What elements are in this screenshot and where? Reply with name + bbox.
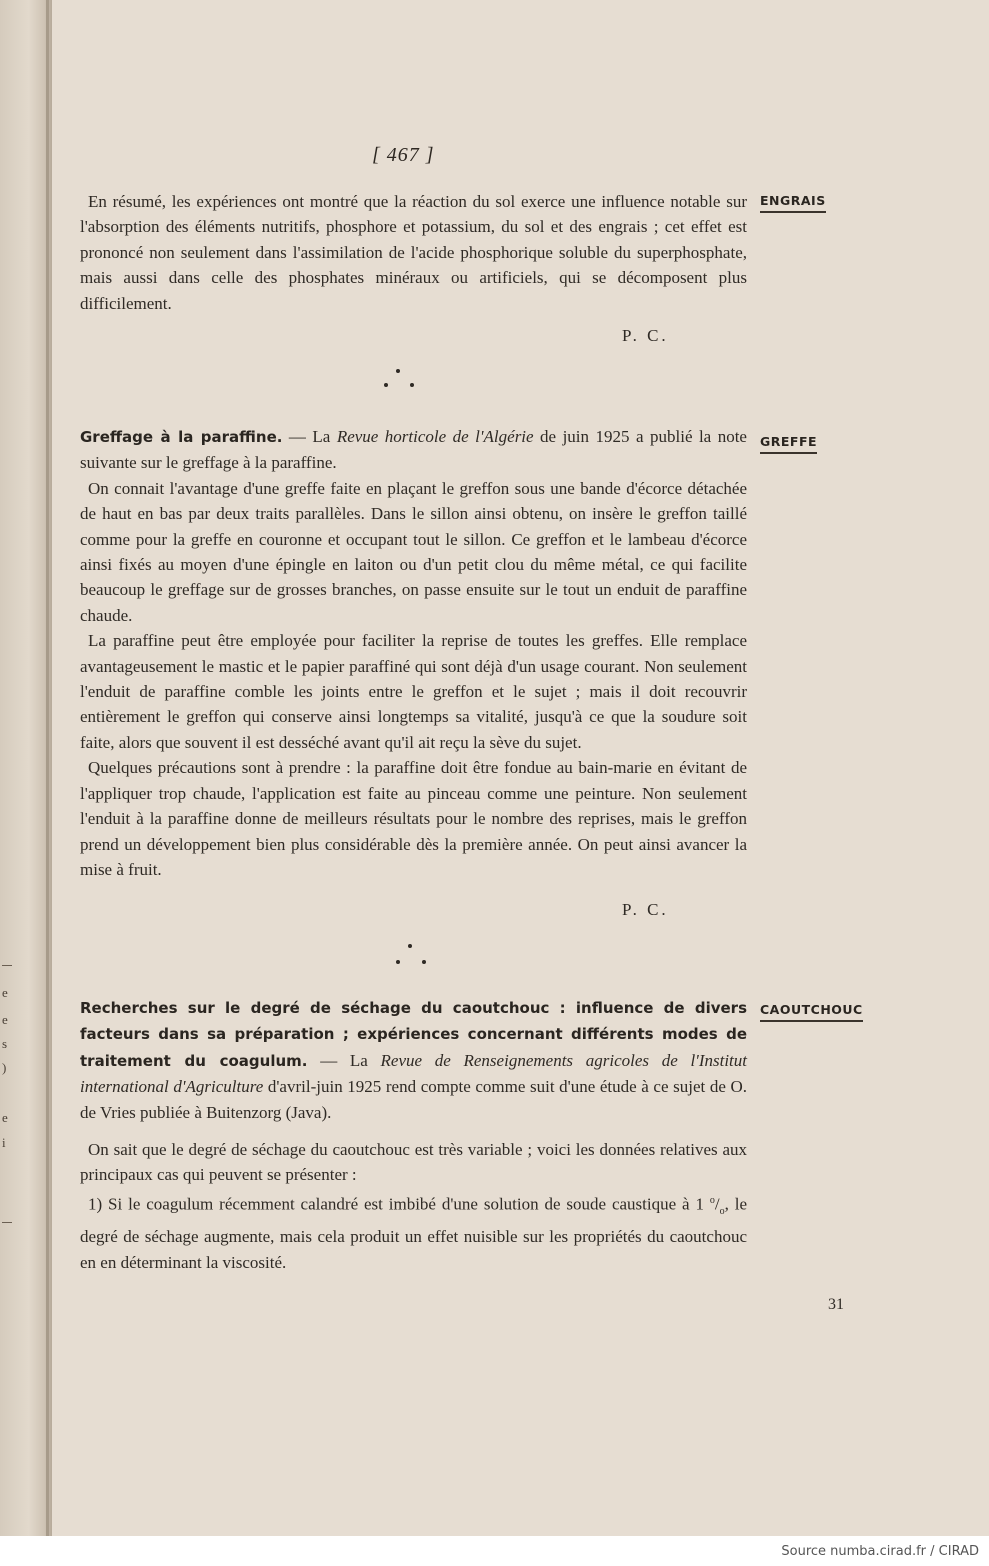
source-journal: Revue horticole de l'Algérie (336, 427, 534, 446)
spine-edge (46, 0, 49, 1536)
margin-label-rule (760, 452, 817, 454)
page-number-top: [ 467 ] (372, 144, 435, 166)
gutter-mark: e (2, 1110, 8, 1125)
gutter-mark: s (2, 1036, 8, 1051)
gutter-mark: e (2, 985, 8, 1000)
asterism-separator (392, 940, 432, 970)
paragraph: On connait l'avantage d'une greffe faite en plaçant le greffon sous une bande d'écorce détachée de haut en bas par deux traits parallèles. Dans le sillon ainsi obtenu, on insère le greffon taillé comme pour la greffe en couronne et occupant tout le sillon. Ce greffon et le lambeau d'écorce ainsi fixés au moyen d'une épingle en laiton ou d'un petit clou du même métal, ce qui facilite beaucoup le greffage sur de grosses branches, on passe ensuite sur le tout un enduit de paraffine chaude. (80, 478, 747, 625)
paragraph: La paraffine peut être employée pour faciliter la reprise de toutes les greffes. Elle remplace avantageusement le mastic et le papier paraffiné qui sont déjà d'un usage courant. Non seulement l'enduit de paraffine comble les joints entre le greffon et le sujet ; mais il doit recouvrir entièrement le greffon qui conserve ainsi longtemps sa vitalité, jusqu'à ce que la soudure soit faite, alors que souvent il est desséché avant qu'il ait reçu la sève du sujet. (80, 631, 747, 752)
paragraph: On sait que le degré de séchage du caoutchouc est très variable ; voici les données relatives aux principaux cas qui peuvent se présenter : (80, 1140, 747, 1185)
section-intro (80, 424, 747, 476)
source-credit: Source numba.cirad.fr / CIRAD (781, 1544, 979, 1559)
section-title: Recherches sur le degré de séchage du caoutchouc : influence de divers facteurs dans sa préparation ; expériences concernant différents modes de traitement du coagulum. (80, 999, 747, 1070)
gutter-line (2, 965, 12, 966)
margin-label-text: CAOUTCHOUC (760, 1002, 863, 1017)
intro-text: de juin 1925 a publié la note suivante sur le greffage à la paraffine. (80, 427, 747, 473)
margin-label-greffe (760, 434, 817, 454)
intro-text: d'avril-juin 1925 rend compte comme suit d'une étude à ce sujet de O. de Vries publiée à Buitenzorg (Java). (80, 1077, 747, 1122)
signature: P. C. (622, 326, 669, 345)
page-folio: 31 (828, 1296, 844, 1313)
superscript: o (709, 1194, 715, 1206)
gutter-mark: e (2, 1012, 8, 1027)
signature: P. C. (622, 900, 669, 919)
gutter-mark: i (2, 1135, 6, 1150)
paragraph: En résumé, les expériences ont montré que la réaction du sol exerce une influence notable sur l'absorption des éléments nutritifs, phosphore et potassium, du sol et des engrais ; cet effet est prononcé non seulement dans l'assimilation de l'acide phosphorique soluble du superphosphate, mais aussi dans celle des phosphates minéraux ou artificiels, qui se décomposent plus difficilement. (80, 192, 747, 313)
intro-text: — La (282, 427, 337, 446)
text: , le degré de séchage augmente, mais cela produit un effet nuisible sur les propriétés du caoutchouc en en déterminant la viscosité. (80, 1194, 747, 1272)
margin-label-caoutchouc (760, 1002, 863, 1022)
section-intro (80, 995, 747, 1125)
gutter-mark: ) (2, 1060, 7, 1075)
paragraph: Quelques précautions sont à prendre : la paraffine doit être fondue au bain-marie en évitant de l'appliquer trop chaude, l'application est faite au pinceau comme une peinture. Non seulement l'enduit à la paraffine donne de meilleurs résultats pour le nombre des reprises, mais le greffon prend un développement bien plus considérable dès la première année. On peut ainsi avancer la mise à fruit. (80, 758, 747, 879)
section-title: Greffage à la paraffine. (80, 428, 283, 446)
caoutchouc-text (80, 995, 747, 1275)
margin-label-text: ENGRAIS (760, 193, 826, 208)
asterism-separator (380, 365, 420, 395)
paragraph (80, 1188, 747, 1275)
source-journal: Revue de Renseignements agricoles de l'Institut international d'Agriculture (80, 1050, 747, 1097)
intro-text: — La (307, 1050, 381, 1070)
margin-label-text: GREFFE (760, 434, 818, 449)
book-spine (0, 0, 52, 1536)
margin-label-engrais (760, 193, 826, 213)
subscript: o (719, 1205, 725, 1217)
gutter-line (2, 1222, 12, 1223)
text: 1) Si le coagulum récemment calandré est imbibé d'une solution de soude caustique à 1 (88, 1194, 710, 1214)
engrais-text (80, 189, 747, 316)
margin-label-rule (760, 211, 826, 213)
slash: / (714, 1194, 720, 1214)
greffe-text (80, 424, 747, 882)
margin-label-rule (760, 1020, 863, 1022)
